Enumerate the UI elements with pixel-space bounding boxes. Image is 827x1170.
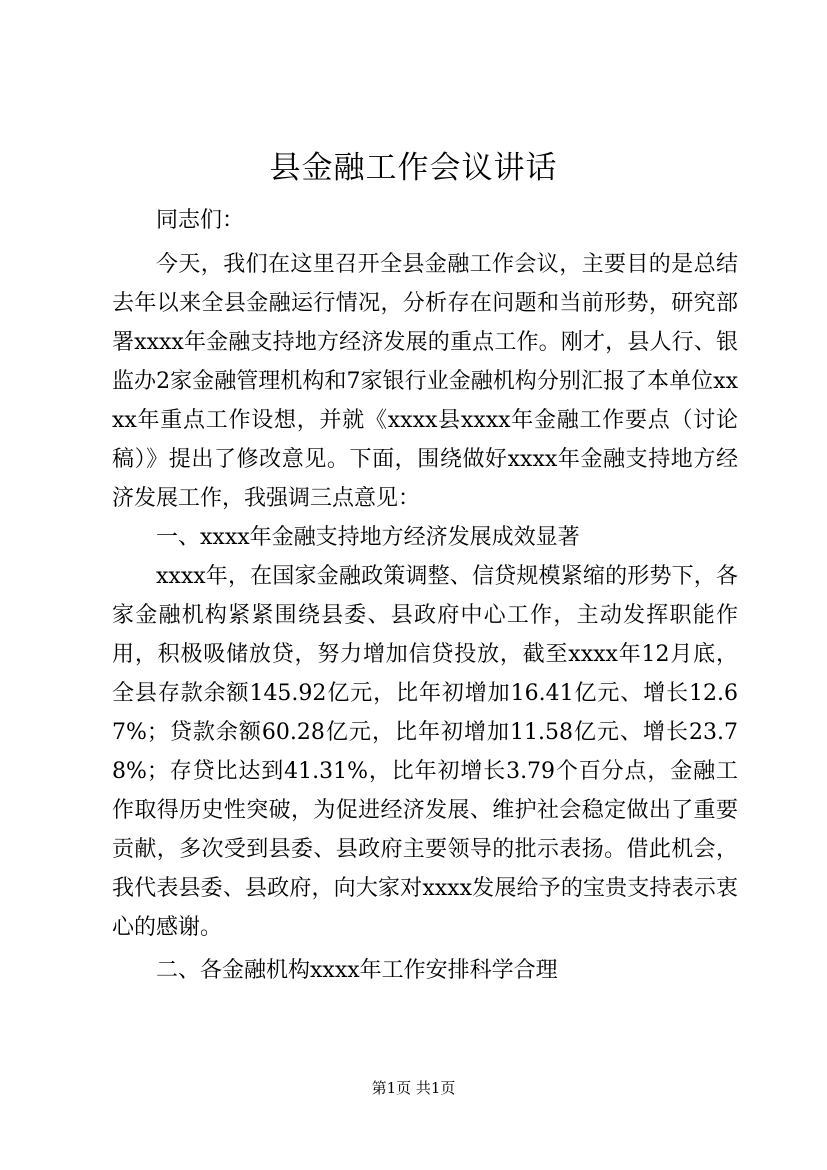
document-body [112,201,738,990]
document-title: 县金融工作会议讲话 [269,150,558,186]
paragraph-achievements: xxxx年，在国家金融政策调整、信贷规模紧缩的形势下，各家金融机构紧紧围绕县委、县政府中心工作，主动发挥职能作用，积极吸储放贷，努力增加信贷投放，截至xxxx年12月底，全县存款余额145.92亿元，比年初增加16.41亿元、增长12.67%；贷款余额60.28亿元，比年初增加11.58亿元、增长23.78%；存贷比达到41.31%，比年初增长3.79个百分点，金融工作取得历史性突破，为促进经济发展、维护社会稳定做出了重要贡献，多次受到县委、县政府主要领导的批示表扬。借此机会，我代表县委、县政府，向大家对xxxx发展给予的宝贵支持表示衷心的感谢。 [112,564,738,940]
paragraph-intro: 今天，我们在这里召开全县金融工作会议，主要目的是总结去年以来全县金融运行情况，分析存在问题和当前形势，研究部署xxxx年金融支持地方经济发展的重点工作。刚才，县人行、银监办2家金融管理机构和7家银行业金融机构分别汇报了本单位xxxx年重点工作设想，并就《xxxx县xxxx年金融工作要点（讨论稿）》提出了修改意见。下面，围绕做好xxxx年金融支持地方经济发展工作，我强调三点意见： [112,252,738,511]
page-footer: 第1页 共1页 [371,1079,456,1097]
salutation: 同志们： [156,208,245,233]
section-heading-2: 二、各金融机构xxxx年工作安排科学合理 [156,958,558,983]
section-heading-1: 一、xxxx年金融支持地方经济发展成效显著 [156,525,580,550]
